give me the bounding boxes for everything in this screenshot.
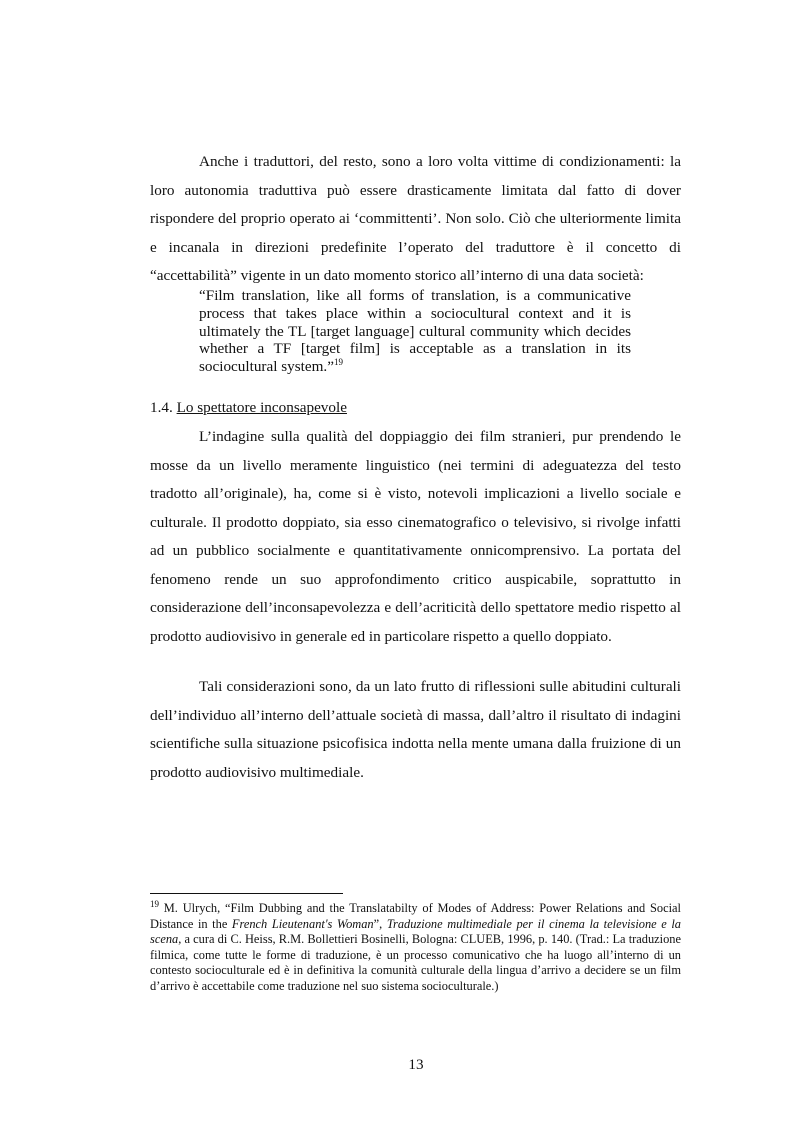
footnote-book-title: Traduzione multimediale per il cinema la televisione e la scena <box>150 916 681 946</box>
footnote-reference[interactable]: 19 <box>333 357 343 368</box>
footnote-number: 19 <box>150 898 159 909</box>
section-heading <box>150 398 347 418</box>
body-paragraph-1: Anche i traduttori, del resto, sono a loro volta vittime di condizionamenti: la loro autonomia traduttiva può essere drasticamente limitata dal fatto di dover rispondere del proprio operato ai ‘committenti’. Non solo. Ciò che ulteriormente limita e incanala in direzioni predefinite l’operato del traduttore è il concetto di “accettabilità” vigente in un dato momento storico all’interno di una data società: <box>150 153 681 284</box>
footnote <box>150 898 681 994</box>
section-number: 1.4. <box>150 399 173 416</box>
footnote-divider <box>150 893 343 894</box>
footnote-text-1: M. Ulrych, “Film Dubbing and the Translatabilty of Modes of Address: Power Relations and Social Distance in the <box>150 901 681 931</box>
page-number: 13 <box>408 1056 424 1073</box>
body-paragraph-3: Tali considerazioni sono, da un lato frutto di riflessioni sulle abitudini culturali dell’individuo all’interno dell’attuale società di massa, dall’altro il risultato di indagini scientifiche sulla situazione psicofisica indotta nella mente umana dalla fruizione di un prodotto audiovisivo multimediale. <box>150 678 681 781</box>
footnote-text-2: ”, <box>373 916 387 931</box>
body-paragraph-2: L’indagine sulla qualità del doppiaggio dei film stranieri, pur prendendo le mosse da un livello meramente linguistico (nei termini di adeguatezza del testo tradotto all’originale), ha, come si è visto, notevoli implicazioni a livello sociale e culturale. Il prodotto doppiato, sia esso cinematografico o televisivo, si rivolge infatti ad un pubblico socialmente e quantitativamente onnicomprensivo. La portata del fenomeno rende un suo approfondimento critico auspicabile, soprattutto in considerazione dell’inconsapevolezza e dell’acriticità dello spettatore medio rispetto al prodotto audiovisivo in generale ed in particolare rispetto a quello doppiato. <box>150 428 681 645</box>
block-quote <box>199 287 631 376</box>
footnote-film-title: French Lieutenant's Woman <box>231 916 374 931</box>
footnote-text-3: , a cura di C. Heiss, R.M. Bollettieri Bosinelli, Bologna: CLUEB, 1996, p. 140. (Trad.: La traduzione filmica, come tutte le forme di traduzione, è un processo comunicativo che ha luogo all’interno di un contesto socioculturale ed è in definitiva la comunità culturale della lingua d’arrivo a decidere se un film d’arrivo è accettabile come traduzione nel suo sistema socioculturale.) <box>150 932 681 993</box>
quote-text: “Film translation, like all forms of translation, is a communicative process that takes place within a sociocultural context and it is ultimately the TL [target language] cultural community which decides whether a TF [target film] is acceptable as a translation in its sociocultural system.” <box>199 287 631 376</box>
section-title: Lo spettatore inconsapevole <box>176 399 347 416</box>
